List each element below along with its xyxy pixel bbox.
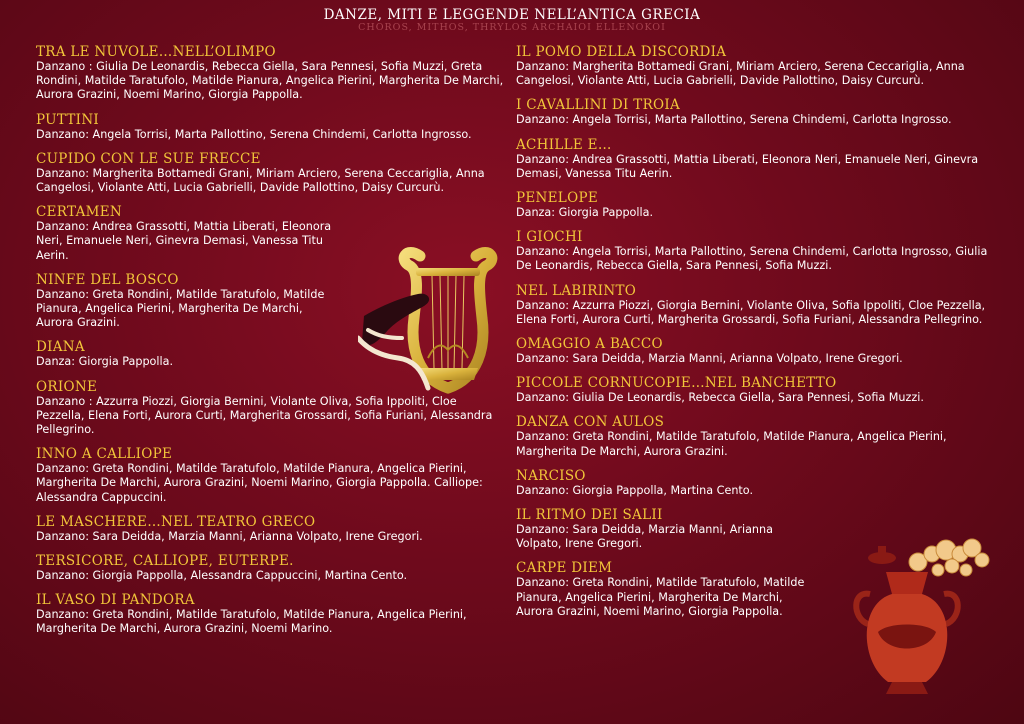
section-text: Danzano: Margherita Bottamedi Grani, Miriam Arciero, Serena Ceccariglia, Anna Cangelosi, Violante Atti, Lucia Gabrielli, Davide Pallottino, Daisy Curcurù. (516, 60, 965, 88)
section-piccole-cornucopie (516, 375, 994, 405)
section-cavallini-di-troia (516, 97, 994, 127)
section-title: PENELOPE (516, 190, 598, 207)
section-title: NEL LABIRINTO (516, 282, 637, 299)
section-text: Danzano : Giulia De Leonardis, Rebecca Giella, Sara Pennesi, Sofia Muzzi, Greta Rondini, Matilde Taratufolo, Matilde Pianura, Angelica Pierini, Margherita De Marchi, Aurora Grazini, Noemi Marino, Giorgia Pappolla. (36, 60, 504, 102)
section-title: TERSICORE, CALLIOPE, EUTERPE. (36, 553, 294, 570)
section-narciso (516, 468, 994, 498)
section-title: INNO A CALLIOPE (36, 446, 173, 463)
section-text: Danzano: Giorgia Pappolla, Alessandra Cappuccini, Martina Cento. (36, 569, 408, 583)
section-text: Danzano : Azzurra Piozzi, Giorgia Bernini, Violante Oliva, Sofia Ippoliti, Cloe Pezzella, Elena Forti, Aurora Curti, Margherita Grossardi, Sofia Furiani, Alessandra Pellegrino. (36, 394, 493, 437)
section-title: CARPE DIEM (516, 560, 613, 577)
section-title: ORIONE (36, 378, 98, 395)
amphora-illustration (848, 532, 993, 702)
section-text: Danzano: Sara Deidda, Marzia Manni, Arianna Volpato, Irene Gregori. (36, 529, 423, 543)
section-title: CUPIDO CON LE SUE FRECCE (36, 150, 261, 167)
page-header (0, 8, 1024, 33)
section-text: Danzano: Azzurra Piozzi, Giorgia Bernini, Violante Oliva, Sofia Ippoliti, Cloe Pezzella, Elena Forti, Aurora Curti, Margherita Grossardi, Sofia Furiani, Alessandra Pellegrino. (516, 298, 986, 326)
section-text: Danzano: Sara Deidda, Marzia Manni, Arianna Volpato, Irene Gregori. (516, 352, 903, 366)
page-subtitle: CHOROS, MITHOS, THRYLOS ARCHAIOI ELLENOKOI (358, 22, 666, 33)
section-title: IL VASO DI PANDORA (36, 592, 195, 609)
section-vaso-di-pandora (36, 592, 506, 636)
section-penelope (516, 190, 994, 220)
section-title: IL POMO DELLA DISCORDIA (516, 44, 727, 60)
section-title: NINFE DEL BOSCO (36, 271, 179, 288)
section-le-maschere (36, 514, 506, 544)
section-cupido (36, 151, 506, 195)
section-title: LE MASCHERE…NEL TEATRO GRECO (36, 513, 316, 530)
section-text: Danza: Giorgia Pappolla. (516, 206, 654, 220)
section-text: Danzano: Greta Rondini, Matilde Taratufolo, Matilde Pianura, Angelica Pierini, Margherita De Marchi, Aurora Grazini, Noemi Marino, Giorgia Pappolla. Calliope: Alessandra Cappuccini. (36, 462, 483, 504)
section-title: I GIOCHI (516, 229, 583, 246)
section-text: Danzano: Greta Rondini, Matilde Taratufolo, Matilde Pianura, Angelica Pierini, Margherita De Marchi, Aurora Grazini, Noemi Marino. (36, 608, 467, 636)
section-title: IL RITMO DEI SALII (516, 507, 663, 524)
section-puttini (36, 112, 506, 142)
section-text: Danzano: Angela Torrisi, Marta Pallottino, Serena Chindemi, Carlotta Ingrosso. (516, 113, 952, 127)
section-text: Danza: Giorgia Pappolla. (36, 355, 174, 369)
section-title: DIANA (36, 339, 85, 356)
section-i-giochi (516, 229, 994, 273)
section-title: CERTAMEN (36, 204, 123, 221)
section-title: TRA LE NUVOLE…NELL’OLIMPO (36, 44, 276, 60)
lyre-illustration (358, 238, 508, 418)
section-pomo-della-discordia (516, 44, 994, 88)
section-text: Danzano: Sara Deidda, Marzia Manni, Arianna Volpato, Irene Gregori. (516, 523, 773, 551)
section-omaggio-a-bacco (516, 336, 994, 366)
section-tra-le-nuvole (36, 44, 506, 103)
page-title: DANZE, MITI E LEGGENDE NELL’ANTICA GRECIA (323, 7, 701, 23)
section-text: Danzano: Greta Rondini, Matilde Taratufolo, Matilde Pianura, Angelica Pierini, Margherita De Marchi, Aurora Grazini. (516, 430, 947, 458)
section-inno-a-calliope (36, 446, 506, 505)
section-text: Danzano: Angela Torrisi, Marta Pallottino, Serena Chindemi, Carlotta Ingrosso. (36, 127, 472, 141)
section-text: Danzano: Margherita Bottamedi Grani, Miriam Arciero, Serena Ceccariglia, Anna Cangelosi, Violante Atti, Lucia Gabrielli, Davide Pallottino, Daisy Curcurù. (36, 166, 485, 195)
section-title: DANZA CON AULOS (516, 414, 665, 431)
section-text: Danzano: Greta Rondini, Matilde Taratufolo, Matilde Pianura, Angelica Pierini, Margherita De Marchi, Aurora Grazini. (36, 287, 325, 330)
section-text: Danzano: Angela Torrisi, Marta Pallottino, Serena Chindemi, Carlotta Ingrosso, Giulia De Leonardis, Rebecca Giella, Sara Pennesi, Sofia Muzzi. (516, 245, 988, 273)
section-text: Danzano: Greta Rondini, Matilde Taratufolo, Matilde Pianura, Angelica Pierini, Margherita De Marchi, Aurora Grazini, Noemi Marino, Giorgia Pappolla. (516, 576, 805, 618)
section-danza-con-aulos (516, 414, 994, 458)
section-title: NARCISO (516, 467, 586, 484)
section-title: OMAGGIO A BACCO (516, 336, 663, 353)
section-nel-labirinto (516, 283, 994, 327)
section-text: Danzano: Giorgia Pappolla, Martina Cento. (516, 483, 754, 497)
section-title: PICCOLE CORNUCOPIE…NEL BANCHETTO (516, 375, 837, 392)
section-achille (516, 137, 994, 181)
section-text: Danzano: Andrea Grassotti, Mattia Liberati, Eleonora Neri, Emanuele Neri, Ginevra Demasi, Vanessa Titu Aerin. (36, 220, 332, 262)
section-title: ACHILLE E… (516, 136, 612, 153)
section-title: PUTTINI (36, 111, 100, 128)
section-text: Danzano: Giulia De Leonardis, Rebecca Giella, Sara Pennesi, Sofia Muzzi. (516, 391, 924, 405)
section-title: I CAVALLINI DI TROIA (516, 97, 681, 114)
section-text: Danzano: Andrea Grassotti, Mattia Liberati, Eleonora Neri, Emanuele Neri, Ginevra Demasi, Vanessa Titu Aerin. (516, 152, 979, 180)
section-tersicore (36, 553, 506, 583)
